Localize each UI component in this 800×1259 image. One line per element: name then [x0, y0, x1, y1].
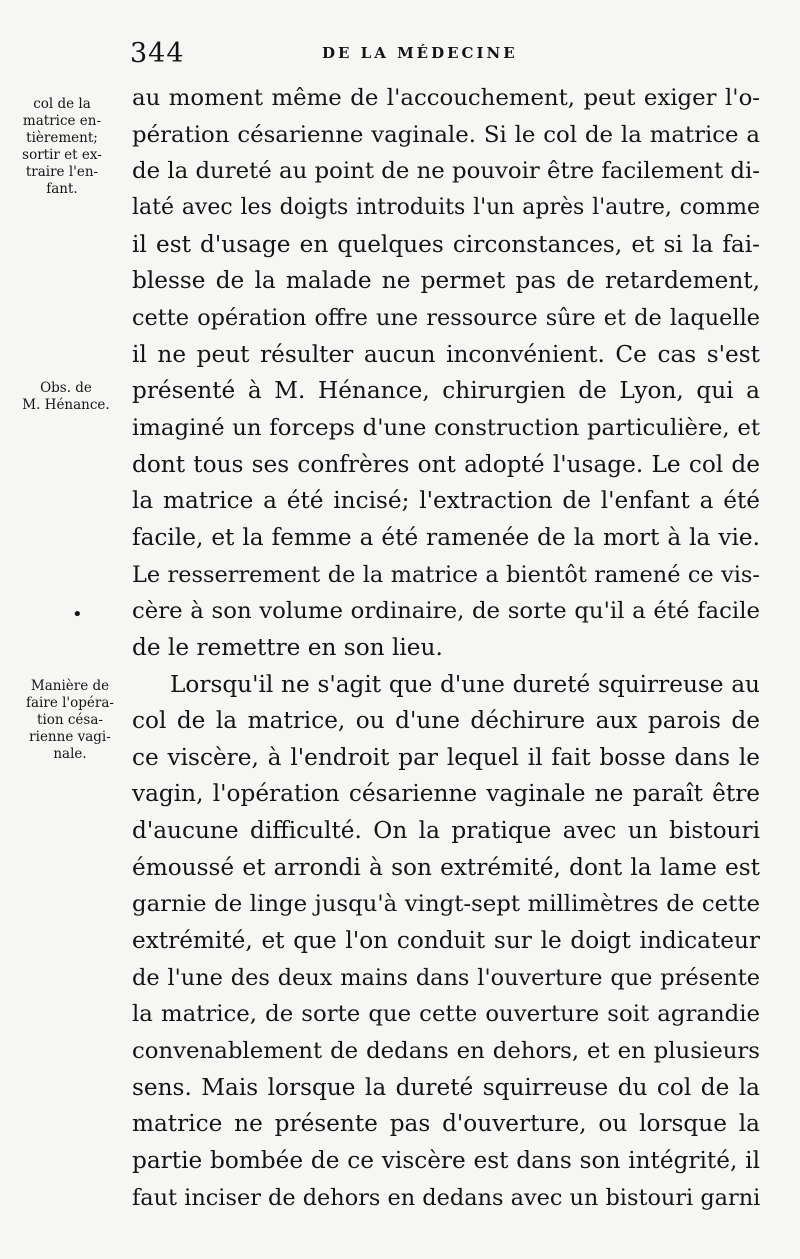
- text-line: cère à son volume ordinaire, de sorte qu'il a été facile: [132, 598, 760, 625]
- text-line: blesse de la malade ne permet pas de retardement,: [132, 267, 760, 295]
- text-line: laté avec les doigts introduits l'un après l'autre, comme: [132, 194, 760, 220]
- margin-note-line: traire l'en-: [25, 164, 99, 180]
- text-line: émoussé et arrondi à son extrémité, dont la lame est: [132, 853, 760, 881]
- margin-note-line: faire l'opéra-: [26, 695, 114, 711]
- margin-note-line: Obs. de: [40, 380, 92, 396]
- text-line: dont tous ses confrères ont adopté l'usage. Le col de: [132, 450, 760, 478]
- margin-note-line: sortir et ex-: [22, 147, 102, 163]
- margin-dot: •: [72, 604, 83, 625]
- margin-note-line: tion césa-: [37, 712, 103, 728]
- text-line: facile, et la femme a été ramenée de la mort à la vie.: [132, 523, 760, 551]
- margin-note-line: rienne vagi-: [29, 729, 111, 745]
- margin-note-line: nale.: [53, 746, 87, 762]
- margin-note-line: fant.: [46, 181, 78, 197]
- text-line: col de la matrice, ou d'une déchirure aux parois de: [132, 707, 760, 735]
- text-line: au moment même de l'accouchement, peut exiger l'o-: [132, 85, 760, 111]
- running-head: DE LA MÉDECINE: [322, 44, 518, 62]
- page-number: 344: [130, 38, 185, 69]
- margin-note-line: tièrement;: [26, 130, 98, 146]
- text-line: Lorsqu'il ne s'agit que d'une dureté squirreuse au: [170, 670, 760, 698]
- text-line: extrémité, et que l'on conduit sur le doigt indicateur: [132, 927, 760, 955]
- text-line: la matrice, de sorte que cette ouverture soit agrandie: [132, 1001, 760, 1028]
- text-line: sens. Mais lorsque la dureté squirreuse du col de la: [132, 1073, 760, 1101]
- text-line: matrice ne présente pas d'ouverture, ou lorsque la: [132, 1110, 760, 1138]
- text-line: la matrice a été incisé; l'extraction de l'enfant a été: [132, 487, 760, 515]
- text-line: présenté à M. Hénance, chirurgien de Lyon, qui a: [132, 377, 760, 405]
- text-line: de le remettre en son lieu.: [132, 633, 443, 661]
- margin-note: [14, 678, 126, 763]
- text-line: cette opération offre une ressource sûre et de laquelle: [132, 304, 760, 331]
- text-line: garnie de linge jusqu'à vingt-sept millimètres de cette: [132, 891, 760, 918]
- text-line: il est d'usage en quelques circonstances, et si la fai-: [132, 230, 760, 258]
- text-line: de la dureté au point de ne pouvoir être facilement di-: [132, 158, 760, 185]
- margin-note-line: col de la: [33, 96, 91, 112]
- text-line: vagin, l'opération césarienne vaginale ne paraît être: [132, 780, 760, 808]
- text-line: pération césarienne vaginale. Si le col de la matrice a: [132, 121, 760, 148]
- margin-note-line: M. Hénance.: [22, 397, 110, 413]
- text-line: de l'une des deux mains dans l'ouverture que présente: [132, 964, 760, 991]
- text-line: imaginé un forceps d'une construction particulière, et: [132, 414, 760, 441]
- text-line: faut inciser de dehors en dedans avec un bistouri garni: [132, 1184, 761, 1211]
- text-line: d'aucune difficulté. On la pratique avec un bistouri: [132, 817, 760, 845]
- margin-notes: [0, 0, 125, 1259]
- margin-note: [10, 380, 122, 414]
- margin-note: [6, 96, 118, 198]
- text-line: ce viscère, à l'endroit par lequel il fait bosse dans le: [132, 743, 760, 771]
- text-line: Le resserrement de la matrice a bientôt ramené ce vis-: [132, 561, 760, 588]
- margin-note-line: Manière de: [30, 678, 110, 694]
- text-line: convenablement de dedans en dehors, et en plusieurs: [132, 1038, 760, 1065]
- main-text: [132, 80, 760, 1216]
- margin-note-line: matrice en-: [22, 113, 102, 129]
- text-line: partie bombée de ce viscère est dans son intégrité, il: [132, 1147, 760, 1175]
- text-line: il ne peut résulter aucun inconvénient. Ce cas s'est: [132, 340, 760, 368]
